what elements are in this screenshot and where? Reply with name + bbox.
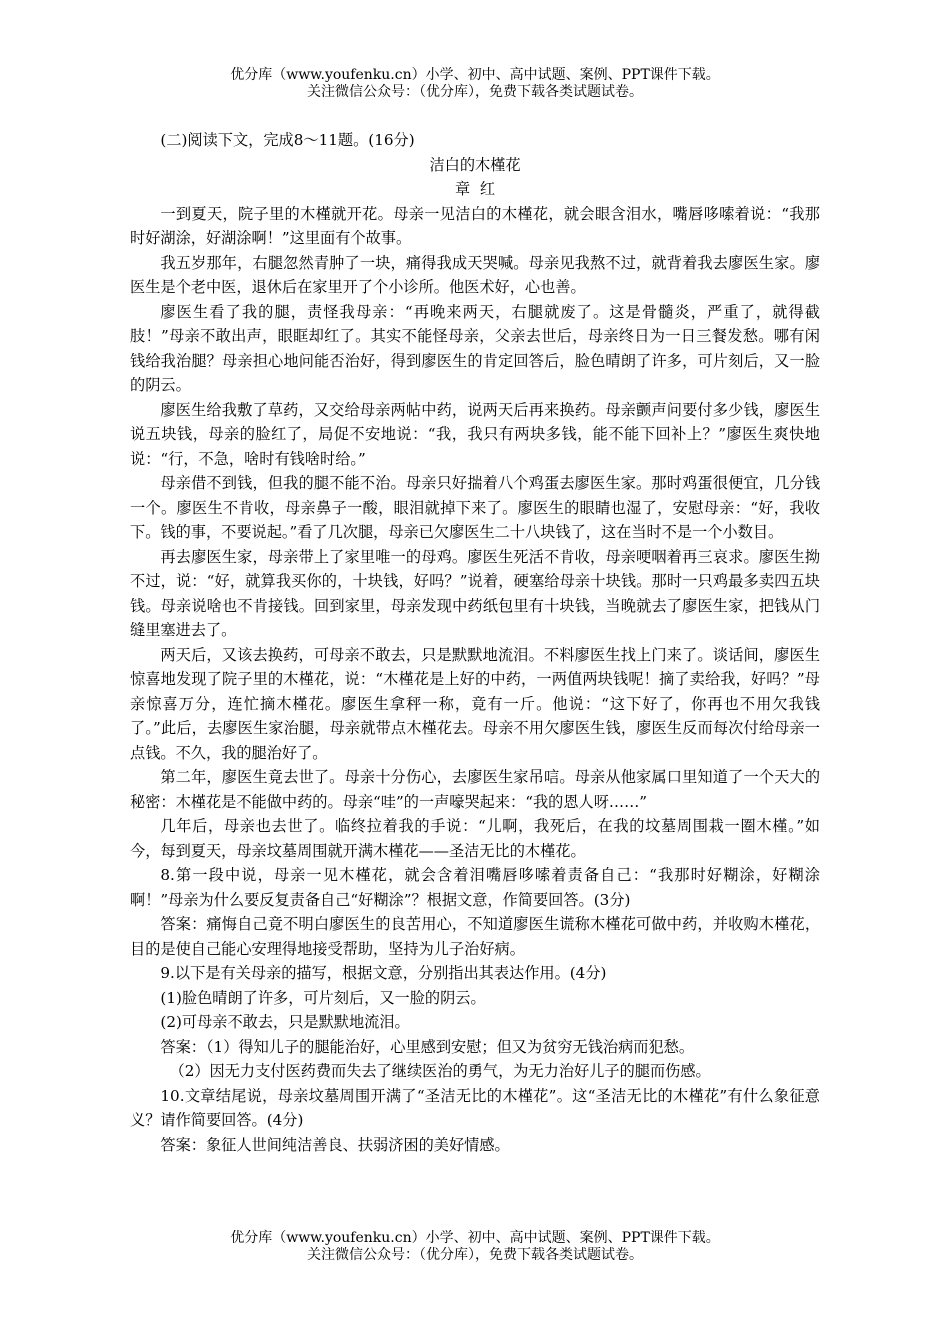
question-9-part-1: (1)脸色晴朗了许多，可片刻后，又一脸的阴云。 [160, 988, 486, 1007]
paragraph: 我五岁那年，右腿忽然青肿了一块，痛得我成天哭喊。母亲见我熬不过，就背着我去廖医生家。廖医生是个老中医，退休后在家里开了个小诊所。他医术好，心也善。 [130, 253, 820, 296]
question-9-part-2: (2)可母亲不敢去，只是默默地流泪。 [160, 1013, 410, 1031]
paragraph: 廖医生给我敷了草药，又交给母亲两帖中药，说两天后再来换药。母亲颤声问要付多少钱，廖医生说五块钱，母亲的脸红了，局促不安地说：“我，我只有两块多钱，能不能下回补上？”廖医生爽快地说：“行，不急，啥时有钱啥时给。” [130, 400, 820, 468]
answer-9-part-2: （2）因无力支付医药费而失去了继续医治的勇气，为无力治好儿子的腿而伤感。 [169, 1062, 711, 1080]
paragraph: 再去廖医生家，母亲带上了家里唯一的母鸡。廖医生死活不肯收，母亲哽咽着再三哀求。廖医生拗不过，说：“好，就算我买你的，十块钱，好吗？”说着，硬塞给母亲十块钱。那时一只鸡最多卖四五块钱。母亲说啥也不肯接钱。回到家里，母亲发现中药纸包里有十块钱，当晚就去了廖医生家，把钱从门缝里塞进去了。 [130, 547, 820, 639]
section-intro: (二)阅读下文，完成8～11题。(16分) [160, 131, 415, 149]
paragraph: 母亲借不到钱，但我的腿不能不治。母亲只好揣着八个鸡蛋去廖医生家。那时鸡蛋很便宜，几分钱一个。廖医生不肯收，母亲鼻子一酸，眼泪就掉下来了。廖医生的眼睛也湿了，安慰母亲：“好，我收下。钱的事，不要说起。”看了几次腿，母亲已欠廖医生二十八块钱了，这在当时不是一个小数目。 [130, 474, 820, 541]
article-title: 洁白的木槿花 [429, 155, 521, 174]
page-footer [0, 1230, 950, 1264]
paragraph: 两天后，又该去换药，可母亲不敢去，只是默默地流泪。不料廖医生找上门来了。谈话间，廖医生惊喜地发现了院子里的木槿花，说：“木槿花是上好的中药，一两值两块钱呢！摘了卖给我，好吗？”母亲惊喜万分，连忙摘木槿花。廖医生拿秤一称，竟有一斤。他说：“这下好了，你再也不用欠我钱了。”此后，去廖医生家治腿，母亲就带点木槿花去。母亲不用欠廖医生钱，廖医生反而每次付给母亲一点钱。不久，我的腿治好了。 [130, 645, 820, 762]
footer-line-2: 关注微信公众号：（优分库），免费下载各类试题试卷。 [307, 1247, 643, 1263]
answer-10: 答案：象征人世间纯洁善良、扶弱济困的美好情感。 [160, 1135, 510, 1154]
paragraph: 一到夏天，院子里的木槿就开花。母亲一见洁白的木槿花，就会眼含泪水，嘴唇哆嗦着说：“我那时好湖涂，好湖涂啊！”这里面有个故事。 [130, 204, 820, 247]
answer-9-part-1: 答案：（1）得知儿子的腿能治好，心里感到安慰；但又为贫穷无钱治病而犯愁。 [160, 1037, 695, 1056]
answer-8: 答案：痛悔自己竟不明白廖医生的良苦用心，不知道廖医生谎称木槿花可做中药，并收购木槿花，目的是使自己能心安理得地接受帮助，坚持为儿子治好病。 [130, 915, 820, 958]
document-body [130, 128, 820, 1157]
page-header [0, 67, 950, 101]
paragraph: 廖医生看了我的腿，责怪我母亲：“再晚来两天，右腿就废了。这是骨髓炎，严重了，就得截肢！”母亲不敢出声，眼眶却红了。其实不能怪母亲，父亲去世后，母亲终日为一日三餐发愁。哪有闲钱给我治腿？母亲担心地问能否治好，得到廖医生的肯定回答后，脸色晴朗了许多，可片刻后，又一脸的阴云。 [130, 302, 820, 394]
article-author: 章 红 [454, 180, 496, 198]
question-8: 8.第一段中说，母亲一见木槿花，就会含着泪嘴唇哆嗦着责备自己：“我那时好糊涂，好糊涂啊！”母亲为什么要反复责备自己“好糊涂”？根据文意，作简要回答。(3分) [130, 866, 820, 909]
paragraph: 第二年，廖医生竟去世了。母亲十分伤心，去廖医生家吊唁。母亲从他家属口里知道了一个天大的秘密：木槿花是不能做中药的。母亲“哇”的一声嚎哭起来：“我的恩人呀……” [130, 768, 820, 811]
paragraph: 几年后，母亲也去世了。临终拉着我的手说：“儿啊，我死后，在我的坟墓周围栽一圈木槿。”如今，每到夏天，母亲坟墓周围就开满木槿花——圣洁无比的木槿花。 [130, 817, 820, 860]
header-line-2: 关注微信公众号：（优分库），免费下载各类试题试卷。 [307, 84, 643, 100]
header-line-1: 优分库（www.youfenku.cn）小学、初中、高中试题、案例、PPT课件下载。 [230, 67, 720, 83]
question-9: 9.以下是有关母亲的描写，根据文意，分别指出其表达作用。(4分) [160, 964, 607, 982]
footer-line-1: 优分库（www.youfenku.cn）小学、初中、高中试题、案例、PPT课件下载。 [230, 1230, 720, 1246]
question-10: 10.文章结尾说，母亲坟墓周围开满了“圣洁无比的木槿花”。这“圣洁无比的木槿花”有什么象征意义？请作简要回答。(4分) [130, 1086, 820, 1129]
